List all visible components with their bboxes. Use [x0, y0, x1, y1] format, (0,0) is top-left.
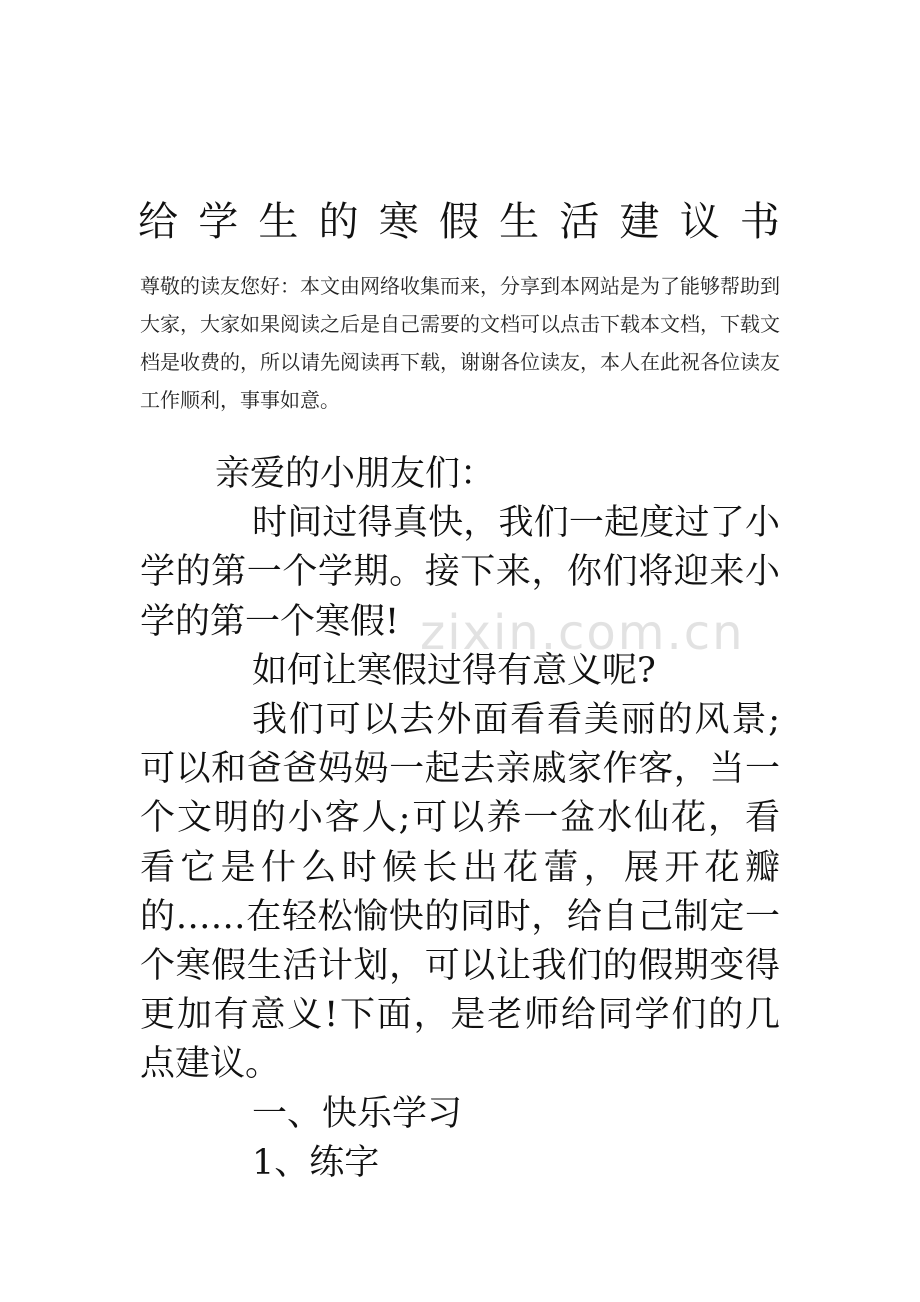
title-char: 假 [438, 199, 479, 245]
paragraph: 如何让寒假过得有意义呢? [252, 650, 656, 691]
title-char: 寒 [378, 199, 419, 245]
title-char: 的 [318, 199, 359, 245]
paragraph: 我们可以去外面看看美丽的风景;可以和爸爸妈妈一起去亲戚家作客，当一个文明的小客人;可以养一盆水仙花，看看它是什么时候长出花蕾，展开花瓣的……在轻松愉快的同时，给自己制定一个寒假生活计划，可以让我们的假期变得更加有意义!下面，是老师给同学们的几点建议。 [140, 700, 780, 1085]
subsection-heading: 1、练字 [252, 1142, 380, 1183]
paragraph: 时间过得真快，我们一起度过了小学的第一个学期。接下来，你们将迎来小学的第一个寒假! [140, 503, 780, 642]
title-char: 生 [499, 199, 540, 245]
title-char: 学 [198, 199, 239, 245]
title-char: 议 [679, 199, 720, 245]
greeting: 亲爱的小朋友们： [215, 454, 496, 494]
title-char: 生 [258, 199, 299, 245]
document-title [138, 192, 780, 252]
title-char: 书 [739, 199, 780, 245]
letter-body [140, 450, 780, 1188]
reader-notice: 尊敬的读友您好：本文由网络收集而来，分享到本网站是为了能够帮助到大家，大家如果阅读之后是自己需要的文档可以点击下载本文档，下载文档是收费的，所以请先阅读再下载，谢谢各位读友，本人在此祝各位读友工作顺利，事事如意。 [140, 274, 780, 412]
title-char: 活 [559, 199, 600, 245]
title-char: 建 [619, 199, 660, 245]
section-heading: 一、快乐学习 [252, 1093, 463, 1134]
watermark: zixin.com.cn [420, 605, 745, 661]
title-char: 给 [138, 199, 178, 245]
